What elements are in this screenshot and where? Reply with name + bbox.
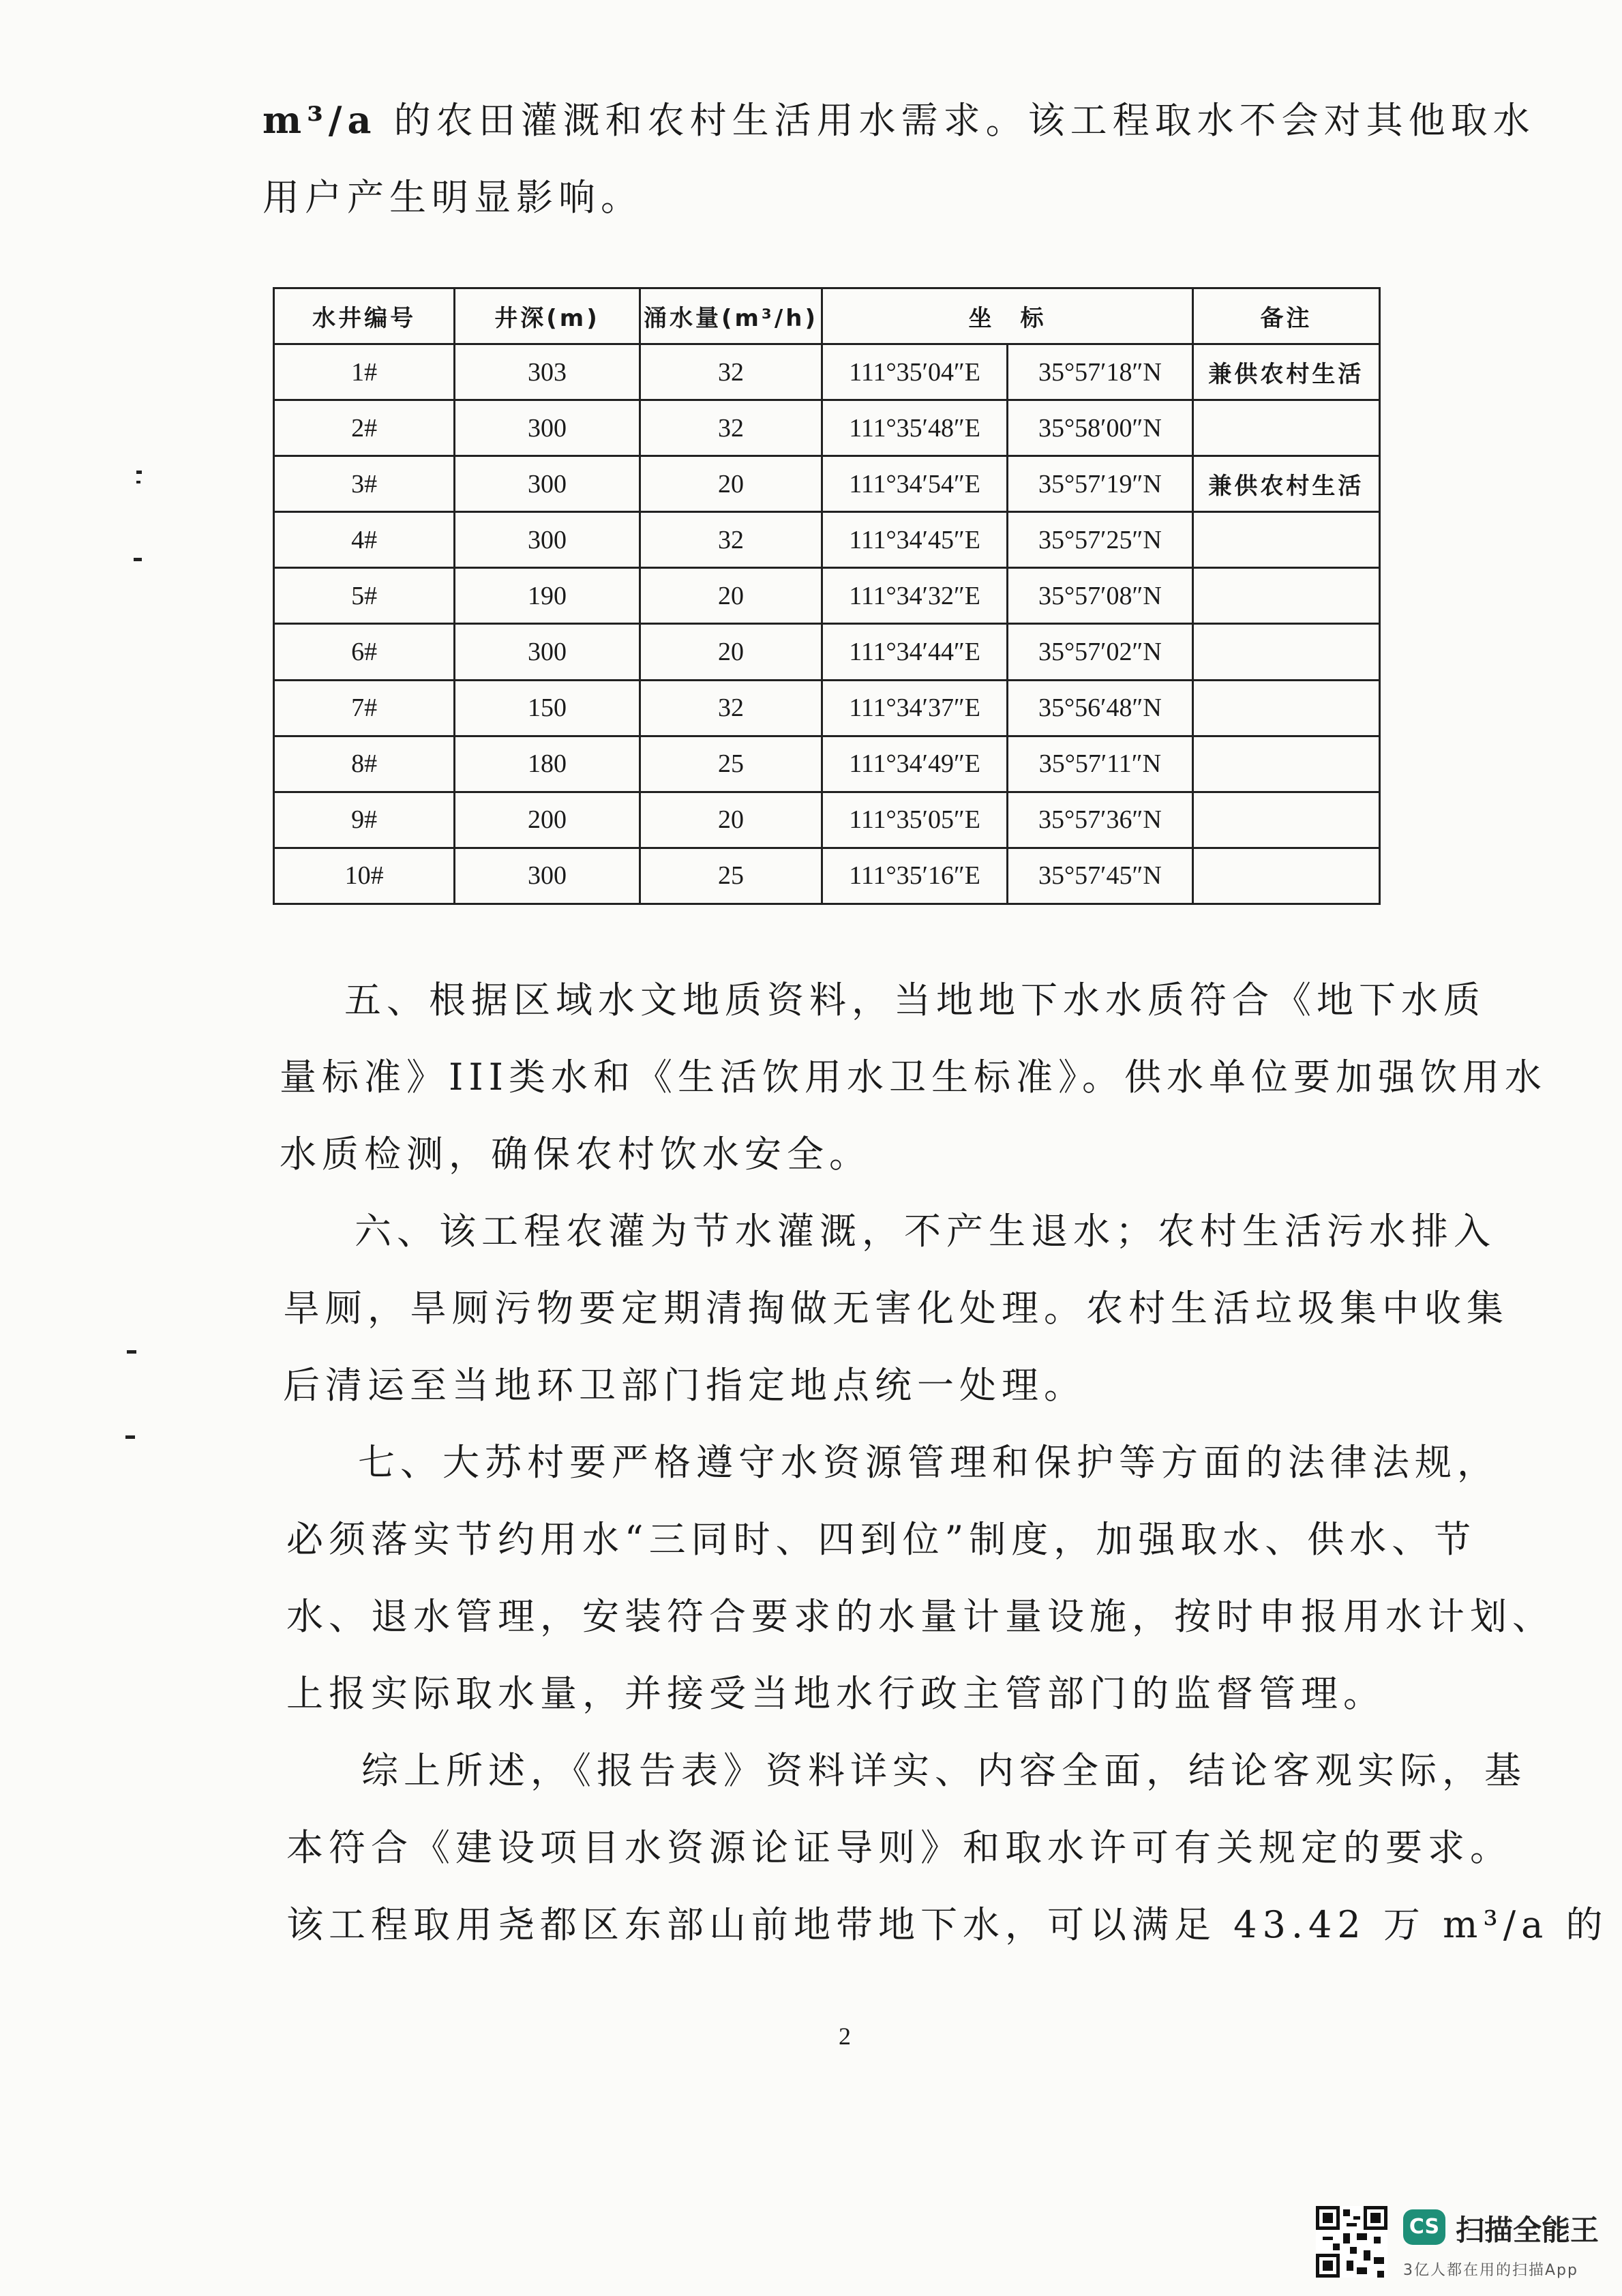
depth-cell: 300 bbox=[455, 400, 640, 456]
longitude-cell: 111°34′45″E bbox=[822, 512, 1008, 568]
well-table-container bbox=[273, 287, 1381, 905]
well-table-body bbox=[274, 344, 1380, 904]
camscanner-logo: CS bbox=[1403, 2209, 1445, 2245]
longitude-cell: 111°35′04″E bbox=[822, 344, 1008, 400]
qr-code-icon bbox=[1316, 2206, 1387, 2278]
well-no-cell: 3# bbox=[274, 456, 455, 512]
latitude-cell: 35°57′36″N bbox=[1008, 792, 1193, 848]
section-five-line-2: 量标准》III类水和《生活饮用水卫生标准》。供水单位要加强饮用水 bbox=[280, 1056, 1547, 1099]
section-six-line-3: 后清运至当地环卫部门指定地点统一处理。 bbox=[283, 1364, 1086, 1407]
note-cell bbox=[1192, 680, 1379, 736]
yield-cell: 25 bbox=[640, 848, 822, 904]
yield-cell: 32 bbox=[640, 680, 822, 736]
table-row bbox=[274, 848, 1380, 904]
section-seven-line-3: 水、退水管理，安装符合要求的水量计量设施，按时申报用水计划、 bbox=[286, 1595, 1555, 1638]
summary-line-3: 该工程取用尧都区东部山前地带地下水，可以满足 43.42 万 m³/a 的 bbox=[286, 1903, 1608, 1946]
table-row bbox=[274, 624, 1380, 680]
note-cell bbox=[1192, 568, 1379, 624]
note-cell bbox=[1192, 792, 1379, 848]
scan-speck bbox=[127, 1350, 136, 1354]
scan-speck bbox=[125, 1435, 135, 1439]
well-no-cell: 1# bbox=[274, 344, 455, 400]
longitude-cell: 111°34′49″E bbox=[822, 736, 1008, 792]
yield-cell: 20 bbox=[640, 792, 822, 848]
well-no-cell: 9# bbox=[274, 792, 455, 848]
intro-line-1-text: 的农田灌溉和农村生活用水需求。该工程取水不会对其他取水 bbox=[376, 99, 1535, 142]
section-five-line-3: 水质检测，确保农村饮水安全。 bbox=[280, 1133, 871, 1176]
yield-cell: 32 bbox=[640, 344, 822, 400]
well-no-cell: 8# bbox=[274, 736, 455, 792]
yield-cell: 32 bbox=[640, 512, 822, 568]
intro-line-1 bbox=[262, 82, 1535, 159]
depth-cell: 300 bbox=[455, 456, 640, 512]
summary-line-2: 本符合《建设项目水资源论证导则》和取水许可有关规定的要求。 bbox=[286, 1826, 1512, 1869]
latitude-cell: 35°57′45″N bbox=[1008, 848, 1193, 904]
section-seven-line-4: 上报实际取水量，并接受当地水行政主管部门的监督管理。 bbox=[286, 1672, 1385, 1715]
section-six-line-1: 六、该工程农灌为节水灌溉，不产生退水；农村生活污水排入 bbox=[355, 1210, 1496, 1253]
latitude-cell: 35°57′18″N bbox=[1008, 344, 1193, 400]
depth-cell: 150 bbox=[455, 680, 640, 736]
well-no-cell: 5# bbox=[274, 568, 455, 624]
table-header-row bbox=[274, 288, 1380, 344]
scan-speck bbox=[136, 481, 140, 483]
table-row bbox=[274, 736, 1380, 792]
note-cell bbox=[1192, 848, 1379, 904]
camscanner-app-name: 扫描全能王 bbox=[1456, 2213, 1600, 2247]
header-depth: 井深(m) bbox=[455, 288, 640, 344]
latitude-cell: 35°56′48″N bbox=[1008, 680, 1193, 736]
depth-cell: 180 bbox=[455, 736, 640, 792]
depth-cell: 300 bbox=[455, 848, 640, 904]
section-six-line-2: 旱厕，旱厕污物要定期清掏做无害化处理。农村生活垃圾集中收集 bbox=[283, 1287, 1509, 1330]
longitude-cell: 111°34′32″E bbox=[822, 568, 1008, 624]
table-row bbox=[274, 512, 1380, 568]
yield-cell: 20 bbox=[640, 624, 822, 680]
well-no-cell: 4# bbox=[274, 512, 455, 568]
longitude-cell: 111°34′44″E bbox=[822, 624, 1008, 680]
well-table bbox=[273, 287, 1381, 905]
note-cell bbox=[1192, 512, 1379, 568]
latitude-cell: 35°57′11″N bbox=[1008, 736, 1193, 792]
note-cell: 兼供农村生活 bbox=[1192, 456, 1379, 512]
header-coords: 坐 标 bbox=[822, 288, 1192, 344]
longitude-cell: 111°34′37″E bbox=[822, 680, 1008, 736]
scan-speck bbox=[134, 558, 142, 561]
camscanner-tagline: 3亿人都在用的扫描App bbox=[1403, 2262, 1578, 2279]
well-no-cell: 10# bbox=[274, 848, 455, 904]
section-seven-line-1: 七、大苏村要严格遵守水资源管理和保护等方面的法律法规， bbox=[358, 1441, 1499, 1484]
depth-cell: 200 bbox=[455, 792, 640, 848]
section-seven-line-2: 必须落实节约用水“三同时、四到位”制度，加强取水、供水、节 bbox=[286, 1518, 1477, 1561]
section-five-line-1: 五、根据区域水文地质资料，当地地下水水质符合《地下水质 bbox=[344, 979, 1486, 1022]
intro-unit: m³/a bbox=[262, 98, 377, 142]
header-yield: 涌水量(m³/h) bbox=[640, 288, 822, 344]
header-note: 备注 bbox=[1192, 288, 1379, 344]
yield-cell: 32 bbox=[640, 400, 822, 456]
header-well-no: 水井编号 bbox=[274, 288, 455, 344]
summary-line-1: 综上所述，《报告表》资料详实、内容全面，结论客观实际，基 bbox=[361, 1749, 1527, 1792]
depth-cell: 300 bbox=[455, 624, 640, 680]
scan-speck bbox=[136, 471, 142, 474]
note-cell: 兼供农村生活 bbox=[1192, 344, 1379, 400]
note-cell bbox=[1192, 624, 1379, 680]
depth-cell: 300 bbox=[455, 512, 640, 568]
depth-cell: 303 bbox=[455, 344, 640, 400]
latitude-cell: 35°57′25″N bbox=[1008, 512, 1193, 568]
page-number: 2 bbox=[839, 2023, 851, 2050]
well-no-cell: 7# bbox=[274, 680, 455, 736]
table-row bbox=[274, 456, 1380, 512]
table-row bbox=[274, 400, 1380, 456]
well-no-cell: 2# bbox=[274, 400, 455, 456]
longitude-cell: 111°35′16″E bbox=[822, 848, 1008, 904]
latitude-cell: 35°58′00″N bbox=[1008, 400, 1193, 456]
table-row bbox=[274, 568, 1380, 624]
table-row bbox=[274, 344, 1380, 400]
note-cell bbox=[1192, 736, 1379, 792]
longitude-cell: 111°35′05″E bbox=[822, 792, 1008, 848]
longitude-cell: 111°34′54″E bbox=[822, 456, 1008, 512]
latitude-cell: 35°57′08″N bbox=[1008, 568, 1193, 624]
table-row bbox=[274, 792, 1380, 848]
yield-cell: 20 bbox=[640, 568, 822, 624]
yield-cell: 20 bbox=[640, 456, 822, 512]
depth-cell: 190 bbox=[455, 568, 640, 624]
note-cell bbox=[1192, 400, 1379, 456]
intro-line-2: 用户产生明显影响。 bbox=[262, 176, 643, 219]
longitude-cell: 111°35′48″E bbox=[822, 400, 1008, 456]
latitude-cell: 35°57′02″N bbox=[1008, 624, 1193, 680]
latitude-cell: 35°57′19″N bbox=[1008, 456, 1193, 512]
yield-cell: 25 bbox=[640, 736, 822, 792]
well-no-cell: 6# bbox=[274, 624, 455, 680]
table-row bbox=[274, 680, 1380, 736]
